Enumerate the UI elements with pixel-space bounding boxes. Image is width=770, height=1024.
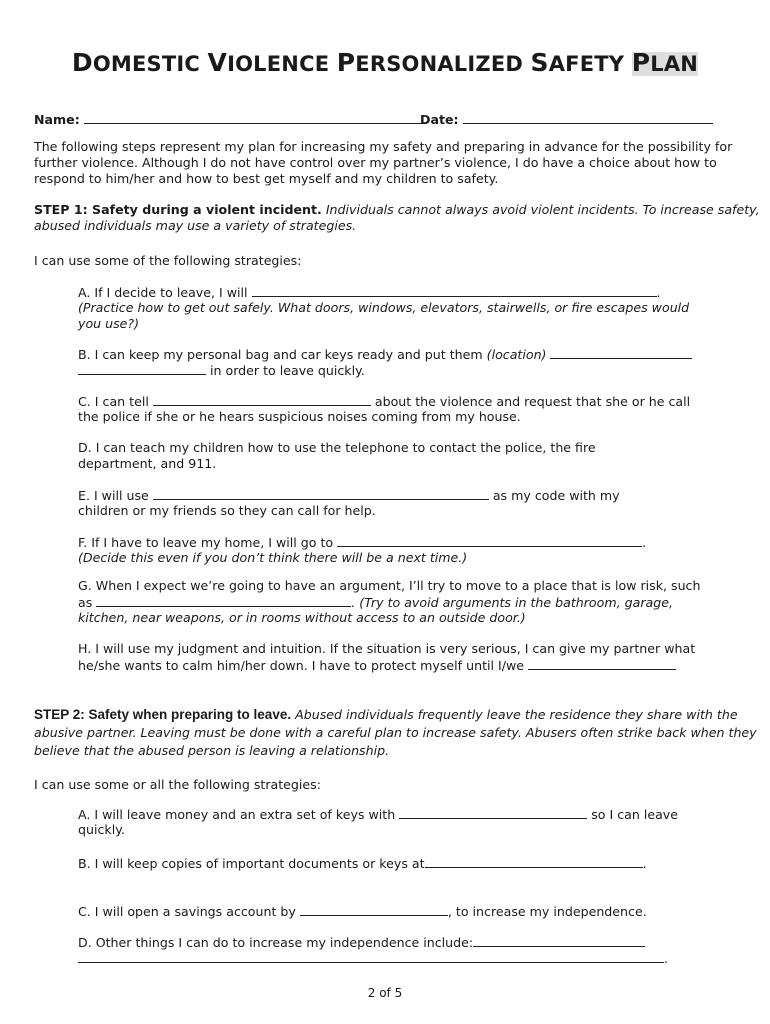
strategy-e[interactable]: E. I will use as my code with my: [78, 488, 620, 503]
page-title: DOMESTIC VIOLENCE PERSONALIZED SAFETY PLAN: [71, 48, 699, 77]
step2-strategy-d[interactable]: D. Other things I can do to increase my independence include:: [78, 934, 645, 951]
step1-heading: STEP 1: Safety during a violent incident. Individuals cannot always avoid violent incidents. To increase safety,: [34, 202, 760, 217]
strategy-g-note: kitchen, near weapons, or in rooms without access to an outside door.): [78, 610, 526, 625]
step2-strategy-d-line2[interactable]: .: [78, 950, 668, 967]
strategy-a-note: (Practice how to get out safely. What doors, windows, elevators, stairwells, or fire escapes would: [78, 300, 690, 315]
step2-description: abusive partner. Leaving must be done with a careful plan to increase safety. Abusers often strike back when they: [34, 725, 757, 740]
step2-strategy-a-line2: quickly.: [78, 822, 125, 837]
step2-strategy-a[interactable]: A. I will leave money and an extra set of keys with so I can leave: [78, 807, 678, 822]
strategy-c-line2: the police if she or he hears suspicious noises coming from my house.: [78, 409, 521, 424]
strategy-a-note: you use?): [78, 316, 140, 331]
step2-description: believe that the abused person is leaving a relationship.: [34, 743, 390, 758]
intro-line: respond to him/her and how to best get myself and my children to safety.: [34, 171, 499, 186]
name-field[interactable]: Name:: [34, 111, 424, 128]
strategy-f[interactable]: F. If I have to leave my home, I will go to .: [78, 535, 647, 550]
strategy-g-line2[interactable]: as . (Try to avoid arguments in the bathroom, garage,: [78, 595, 673, 610]
strategy-a[interactable]: A. If I decide to leave, I will .: [78, 285, 661, 300]
strategy-d: D. I can teach my children how to use the telephone to contact the police, the fire: [78, 440, 596, 455]
strategy-e-line2: children or my friends so they can call for help.: [78, 503, 376, 518]
strategy-f-note: (Decide this even if you don’t think there will be a next time.): [78, 550, 468, 565]
intro-line: further violence. Although I do not have control over my partner’s violence, I do have a choice about how to: [34, 155, 717, 170]
step2-lead: I can use some or all the following strategies:: [34, 777, 321, 792]
intro-line: The following steps represent my plan for increasing my safety and preparing in advance for the possibility for: [34, 139, 733, 154]
strategy-h-line2[interactable]: he/she wants to calm him/her down. I have to protect myself until I/we: [78, 657, 676, 674]
step2-strategy-c[interactable]: C. I will open a savings account by , to increase my independence.: [78, 904, 647, 919]
strategy-b-line2[interactable]: in order to leave quickly.: [78, 362, 365, 379]
step1-lead: I can use some of the following strategies:: [34, 253, 302, 268]
step1-description: abused individuals may use a variety of strategies.: [34, 218, 357, 233]
step2-heading: STEP 2: Safety when preparing to leave. Abused individuals frequently leave the residence they share with the: [34, 707, 738, 722]
strategy-b[interactable]: B. I can keep my personal bag and car keys ready and put them (location): [78, 346, 692, 363]
page-number: 2 of 5: [367, 986, 403, 1000]
strategy-g: G. When I expect we’re going to have an argument, I’ll try to move to a place that is low risk, such: [78, 578, 701, 593]
date-field[interactable]: Date:: [420, 111, 713, 128]
step2-strategy-b[interactable]: B. I will keep copies of important documents or keys at .: [78, 856, 647, 871]
strategy-h: H. I will use my judgment and intuition. If the situation is very serious, I can give my partner what: [78, 641, 696, 656]
strategy-d-line2: department, and 911.: [78, 456, 217, 471]
strategy-c[interactable]: C. I can tell about the violence and request that she or he call: [78, 394, 691, 409]
